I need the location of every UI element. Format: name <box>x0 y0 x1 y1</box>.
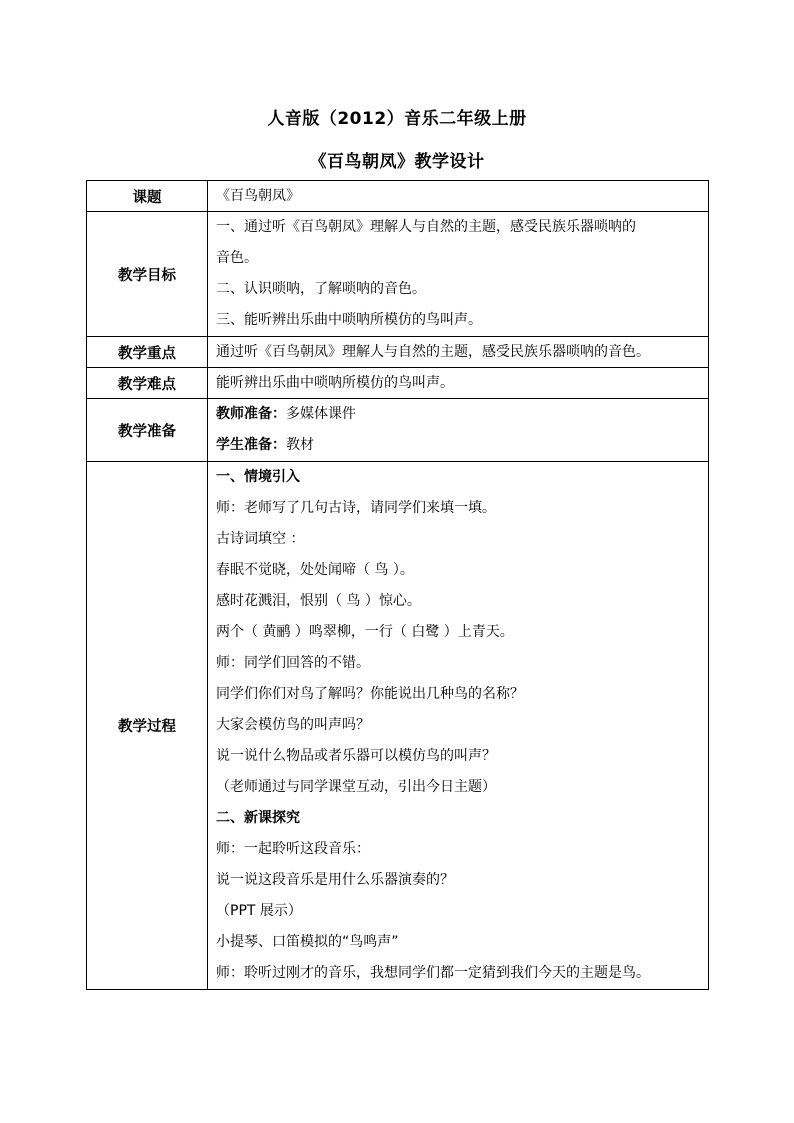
table-row-topic <box>87 181 709 212</box>
goals-line: 一、通过听《百鸟朝凤》理解人与自然的主题，感受民族乐器唢呐的 <box>216 219 636 235</box>
table-row-difficulties <box>87 368 709 399</box>
process-line: 小提琴、口笛模拟的“鸟鸣声” <box>216 934 399 950</box>
table-row-key-points <box>87 337 709 368</box>
process-label: 教学过程 <box>87 462 208 990</box>
preparation-content <box>208 399 709 462</box>
process-section-heading: 一、情境引入 <box>216 469 300 485</box>
lesson-plan-table <box>86 180 709 990</box>
process-line: （PPT 展示） <box>216 903 302 919</box>
topic-value: 《百鸟朝凤》 <box>216 188 300 204</box>
process-line: 大家会模仿鸟的叫声吗？ <box>216 717 370 733</box>
process-line: （老师通过与同学课堂互动，引出今日主题） <box>216 779 496 795</box>
key-points-content <box>208 337 709 368</box>
process-line: 说一说这段音乐是用什么乐器演奏的？ <box>216 872 454 888</box>
document-title: 人音版（2012）音乐二年级上册 <box>267 109 527 129</box>
table-row-preparation <box>87 399 709 462</box>
process-line: 感时花溅泪，恨别（ 鸟 ）惊心。 <box>216 593 421 609</box>
process-line: 春眠不觉晓，处处闻啼（ 鸟 ）。 <box>216 562 414 578</box>
table-row-process <box>87 462 709 990</box>
process-line: 师：老师写了几句古诗，请同学们来填一填。 <box>216 500 496 516</box>
teacher-preparation <box>216 399 702 430</box>
topic-content <box>208 181 709 212</box>
process-content <box>208 462 709 990</box>
goals-line: 三、能听辨出乐曲中唢呐所模仿的鸟叫声。 <box>216 312 482 328</box>
student-preparation-value: 教材 <box>286 437 314 453</box>
process-line: 师：一起聆听这段音乐： <box>216 841 370 857</box>
student-preparation <box>216 430 702 461</box>
teacher-preparation-value: 多媒体课件 <box>286 406 356 422</box>
process-line: 师：聆听过刚才的音乐，我想同学们都一定猜到我们今天的主题是鸟。 <box>216 965 650 981</box>
process-line: 师：同学们回答的不错。 <box>216 655 370 671</box>
goals-line: 音色。 <box>216 250 258 266</box>
preparation-label: 教学准备 <box>87 399 208 462</box>
difficulties-value: 能听辨出乐曲中唢呐所模仿的鸟叫声。 <box>216 375 454 391</box>
teacher-preparation-label: 教师准备： <box>216 406 286 422</box>
table-row-goals <box>87 212 709 337</box>
key-points-value: 通过听《百鸟朝凤》理解人与自然的主题，感受民族乐器唢呐的音色。 <box>216 344 650 360</box>
student-preparation-label: 学生准备： <box>216 437 286 453</box>
difficulties-content <box>208 368 709 399</box>
key-points-label: 教学重点 <box>87 337 208 368</box>
goals-label: 教学目标 <box>87 212 208 337</box>
process-section-heading: 二、新课探究 <box>216 810 300 826</box>
goals-line: 二、认识唢呐，了解唢呐的音色。 <box>216 281 426 297</box>
process-line: 古诗词填空 ： <box>216 531 305 547</box>
process-line: 两个（ 黄鹂 ）鸣翠柳，一行（ 白鹭 ）上青天。 <box>216 624 514 640</box>
process-line: 同学们你们对鸟了解吗？你能说出几种鸟的名称？ <box>216 686 524 702</box>
document-subtitle: 《百鸟朝凤》教学设计 <box>309 152 485 172</box>
process-line: 说一说什么物品或者乐器可以模仿鸟的叫声？ <box>216 748 496 764</box>
difficulties-label: 教学难点 <box>87 368 208 399</box>
goals-content <box>208 212 709 337</box>
topic-label: 课题 <box>87 181 208 212</box>
